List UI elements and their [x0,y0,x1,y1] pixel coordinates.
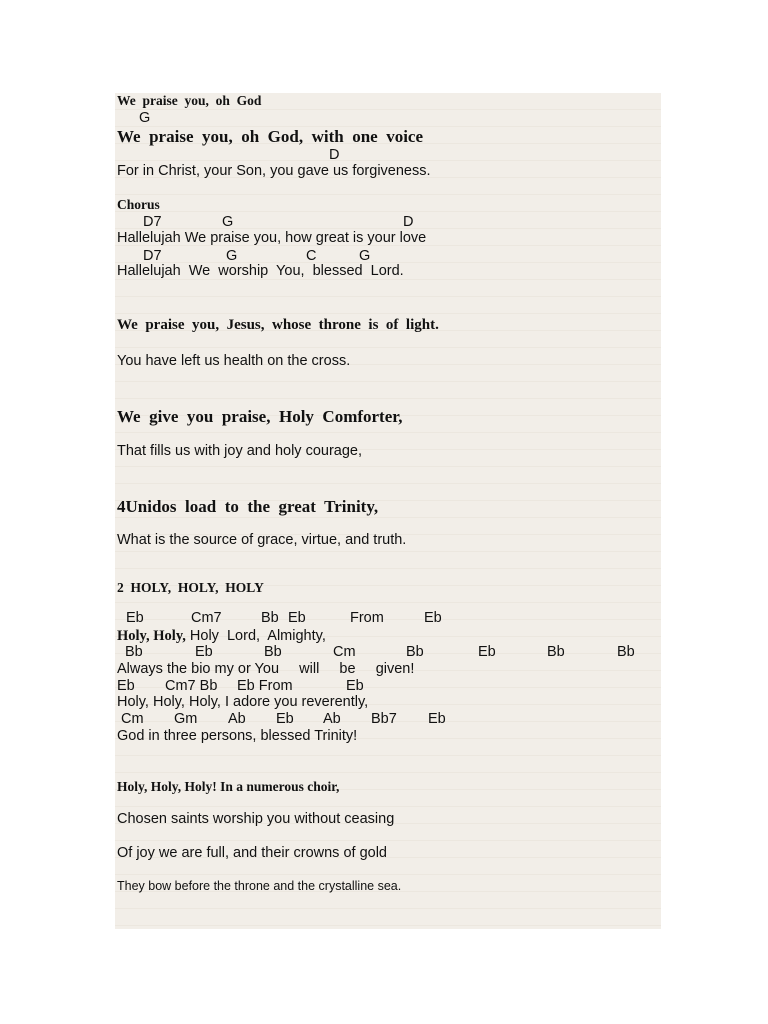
chord: G [222,214,234,230]
lyric-line: What is the source of grace, virtue, and truth. [117,532,407,548]
chord: Bb [547,644,565,660]
chord: Eb [424,610,442,626]
chord: Ab [323,711,341,727]
chord: Eb [276,711,294,727]
chord: Cm7 Bb [165,678,218,694]
lyric-line: God in three persons, blessed Trinity! [117,728,358,744]
lyric-line: They bow before the throne and the crystalline sea. [117,879,402,893]
lyric-bold-part: Holy, Holy, [117,628,186,644]
lyric-line: That fills us with joy and holy courage, [117,443,363,459]
chord: Bb [406,644,424,660]
verse-heading: We praise you, Jesus, whose throne is of light. [117,317,439,333]
chord: Cm [121,711,144,727]
song-title: We praise you, oh God [117,93,262,108]
chord: D [403,214,414,230]
lyric-line: Chosen saints worship you without ceasing [117,811,395,827]
chord: G [139,110,151,126]
lyric-line: Hallelujah We worship You, blessed Lord. [117,263,404,279]
chord: Bb [125,644,143,660]
chord: D [329,147,340,163]
lyric-rest: Holy Lord, Almighty, [185,628,326,644]
verse-heading: 4Unidos load to the great Trinity, [117,497,379,516]
lyric-line: We praise you, oh God, with one voice [117,127,424,146]
chord: Bb [264,644,282,660]
chord: G [226,248,238,264]
chord: Eb [346,678,364,694]
lyric-line: You have left us health on the cross. [117,353,351,369]
chorus-label: Chorus [117,197,160,212]
chord: D7 [143,214,162,230]
verse-heading: We give you praise, Holy Comforter, [117,407,403,426]
lyric-line: Always the bio my or You will be given! [117,661,415,677]
verse-heading: Holy, Holy, Holy! In a numerous choir, [117,779,340,794]
chord: Bb [617,644,635,660]
chord: Bb7 [371,711,397,727]
chord: Cm [333,644,356,660]
song-title: 2 HOLY, HOLY, HOLY [117,580,264,595]
lyric-line: Holy, Holy, Holy, I adore you reverently, [117,694,369,710]
chord: Eb [478,644,496,660]
chord: Eb [288,610,306,626]
chord: Eb [126,610,144,626]
chord: C [306,248,317,264]
chord: Eb From [237,678,293,694]
chord: Eb [195,644,213,660]
chord: Cm7 [191,610,222,626]
lyric-line: Of joy we are full, and their crowns of gold [117,845,387,861]
chord: Gm [174,711,198,727]
chord: Bb [261,610,279,626]
chord: From [350,610,384,626]
chord: Eb [428,711,446,727]
lyric-line: For in Christ, your Son, you gave us forgiveness. [117,163,431,179]
chord: Ab [228,711,246,727]
chord: Eb [117,678,135,694]
lyric-line [117,627,326,645]
chord: G [359,248,371,264]
chord: D7 [143,248,162,264]
lyric-line: Hallelujah We praise you, how great is your love [117,230,427,246]
